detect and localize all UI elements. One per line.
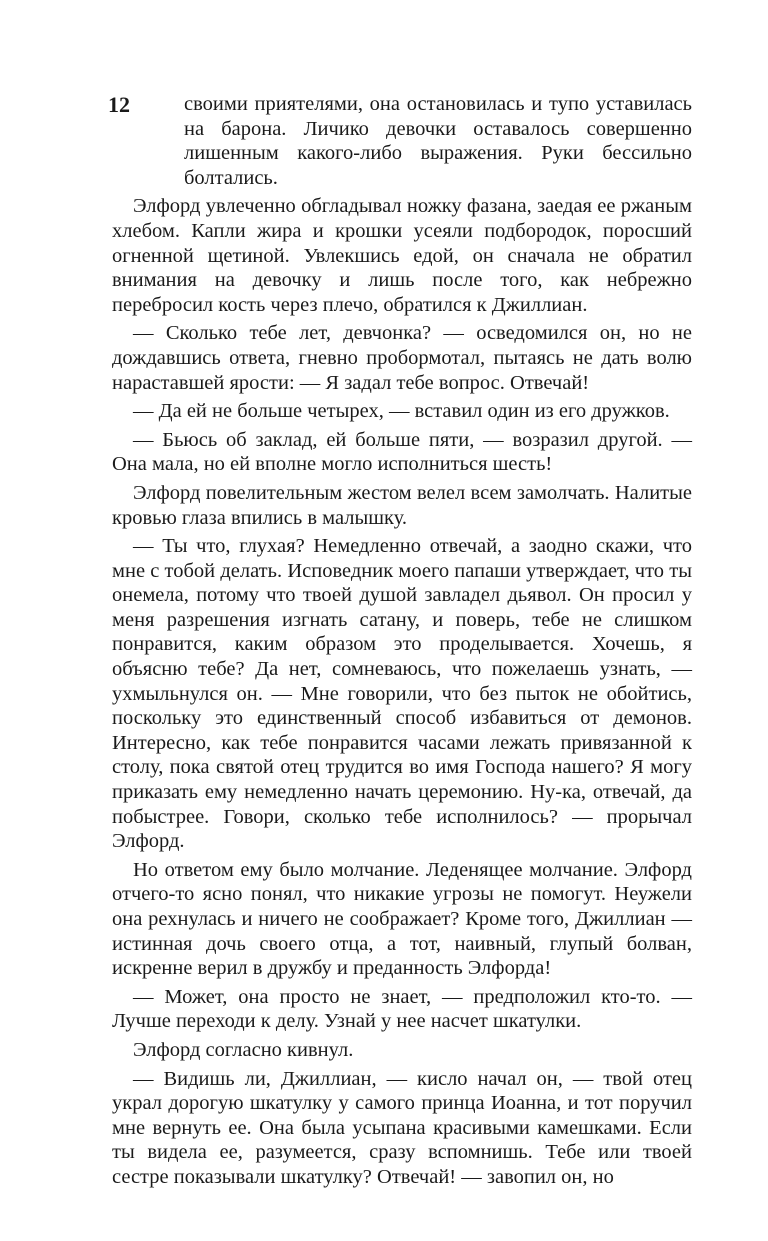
body-text	[112, 92, 692, 1190]
paragraph: — Видишь ли, Джиллиан, — кисло начал он, — твой отец украл дорогую шкатулку у самого принца Иоанна, и тот поручил мне вернуть ее. Она была усыпана красивыми камешками. Если ты видела ее, разумеется, сразу вспомнишь. Тебе или твоей сестре показывали шкатулку? Отвечай! — завопил он, но	[112, 1067, 692, 1188]
paragraph: — Сколько тебе лет, девчонка? — осведомился он, но не дождавшись ответа, гневно пробормотал, пытаясь не дать волю нараставшей ярости: — Я задал тебе вопрос. Отвечай!	[112, 322, 692, 394]
paragraph: Элфорд повелительным жестом велел всем замолчать. Налитые кровью глаза впились в малышку.	[112, 481, 692, 529]
paragraph: — Может, она просто не знает, — предположил кто-то. — Лучше переходи к делу. Узнай у нее насчет шкатулки.	[112, 985, 692, 1033]
page-number: 12	[108, 92, 130, 117]
paragraph: — Бьюсь об заклад, ей больше пяти, — возразил другой. — Она мала, но ей вполне могло исполниться шесть!	[112, 428, 692, 476]
paragraph: Но ответом ему было молчание. Леденящее молчание. Элфорд отчего-то ясно понял, что никакие угрозы не помогут. Неужели она рехнулась и ничего не соображает? Кроме того, Джиллиан — истинная дочь своего отца, а тот, наивный, глупый болван, искренне верил в дружбу и преданность Элфорда!	[112, 858, 692, 980]
paragraph: Элфорд согласно кивнул.	[133, 1038, 354, 1061]
paragraph: — Ты что, глухая? Немедленно отвечай, а заодно скажи, что мне с тобой делать. Исповедник моего папаши утверждает, что ты онемела, потому что твоей душой завладел дьявол. Он просил у меня разрешения изгнать сатану, и поверь, тебе не слишком понравится, каким образом это проделывается. Хочешь, я объясню тебе? Да нет, сомневаюсь, что пожелаешь узнать, — ухмыльнулся он. — Мне говорили, что без пыток не обойтись, поскольку это единственный способ избавиться от демонов. Интересно, как тебе понравится часами лежать привязанной к столу, пока святой отец трудится во имя Господа нашего? Я могу приказать ему немедленно начать церемонию. Ну-ка, отвечай, да побыстрее. Говори, сколько тебе исполнилось? — прорычал Элфорд.	[112, 535, 692, 853]
paragraph: Элфорд увлеченно обгладывал ножку фазана, заедая ее ржаным хлебом. Капли жира и крошки усеяли подбородок, поросший огненной щетиной. Увлекшись едой, он сначала не обратил внимания на девочку и лишь после того, как небрежно перебросил кость через плечо, обратился к Джиллиан.	[112, 195, 692, 316]
paragraph: — Да ей не больше четырех, — вставил один из его дружков.	[133, 400, 670, 423]
lead-paragraph: своими приятелями, она остановилась и тупо уставилась на барона. Личико девочки оставалось совершенно лишенным какого-либо выражения. Руки бессильно болтались.	[184, 93, 692, 189]
